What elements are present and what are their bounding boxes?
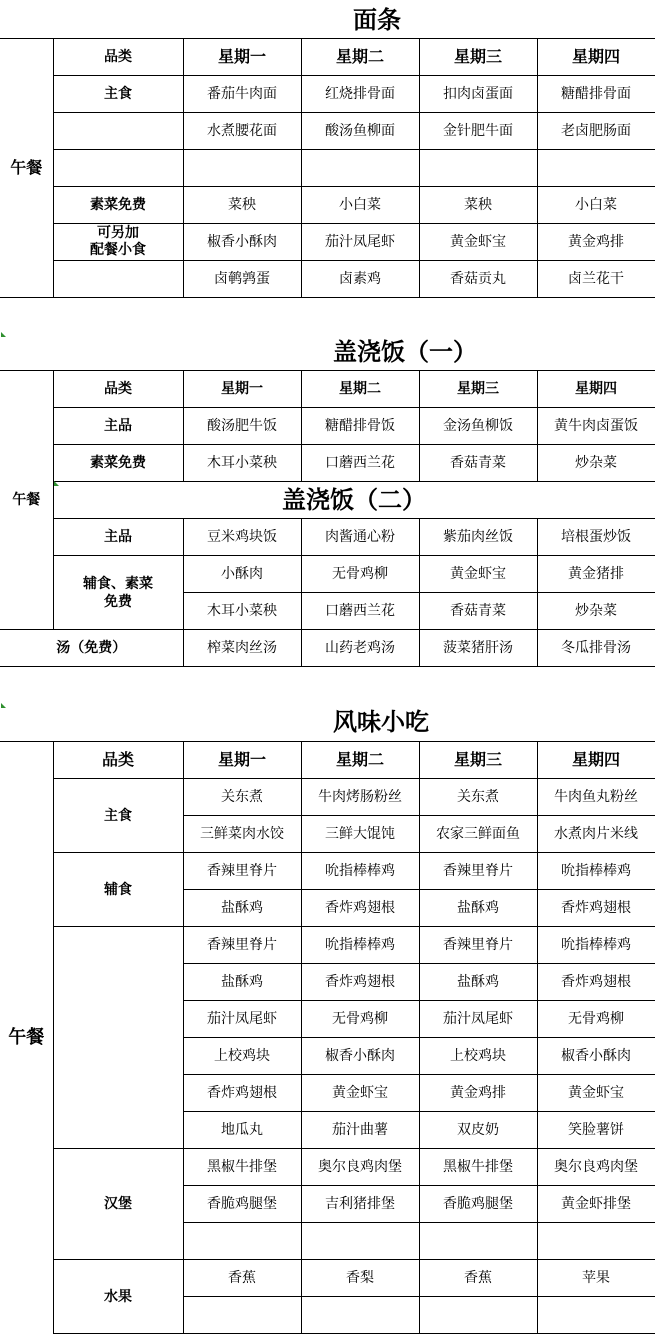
menu-cell — [419, 150, 537, 187]
menu-cell: 扣肉卤蛋面 — [419, 76, 537, 113]
noodles-table — [0, 38, 655, 298]
meal-label: 午餐 — [0, 39, 53, 298]
rice-bowl-table — [0, 370, 655, 667]
menu-cell — [419, 1223, 537, 1260]
menu-cell: 上校鸡块 — [183, 1038, 301, 1075]
menu-cell: 香脆鸡腿堡 — [419, 1186, 537, 1223]
menu-cell: 炒杂菜 — [537, 593, 655, 630]
menu-cell: 培根蛋炒饭 — [537, 519, 655, 556]
soup-category: 汤（免费） — [0, 630, 183, 667]
category-cell — [53, 927, 183, 1149]
menu-cell: 黑椒牛排堡 — [183, 1149, 301, 1186]
menu-cell: 香辣里脊片 — [419, 853, 537, 890]
menu-cell — [301, 1223, 419, 1260]
menu-cell: 盐酥鸡 — [183, 890, 301, 927]
menu-cell: 山药老鸡汤 — [301, 630, 419, 667]
header-monday: 星期一 — [183, 742, 301, 779]
menu-cell: 水煮腰花面 — [183, 113, 301, 150]
menu-cell: 关东煮 — [419, 779, 537, 816]
menu-cell: 菜秧 — [419, 187, 537, 224]
category-cell: 辅食、素菜 免费 — [53, 556, 183, 630]
menu-cell: 香辣里脊片 — [419, 927, 537, 964]
header-wednesday: 星期三 — [419, 742, 537, 779]
menu-cell: 无骨鸡柳 — [537, 1001, 655, 1038]
menu-cell: 奥尔良鸡肉堡 — [301, 1149, 419, 1186]
snacks-title: 风味小吃 — [333, 707, 429, 736]
header-wednesday: 星期三 — [419, 371, 537, 408]
cell-marker — [1, 332, 6, 337]
menu-cell: 茄汁凤尾虾 — [183, 1001, 301, 1038]
menu-cell: 香辣里脊片 — [183, 853, 301, 890]
category-cell: 素菜免费 — [53, 445, 183, 482]
menu-cell: 吉利猪排堡 — [301, 1186, 419, 1223]
menu-cell: 菜秧 — [183, 187, 301, 224]
menu-cell: 吮指棒棒鸡 — [537, 853, 655, 890]
menu-cell: 酸汤鱼柳面 — [301, 113, 419, 150]
menu-cell: 吮指棒棒鸡 — [301, 853, 419, 890]
menu-cell: 三鲜大馄饨 — [301, 816, 419, 853]
category-cell: 主品 — [53, 408, 183, 445]
menu-cell: 三鲜菜肉水饺 — [183, 816, 301, 853]
menu-cell: 农家三鲜面鱼 — [419, 816, 537, 853]
rice-bowl-title-2: 盖浇饭（二） — [53, 482, 655, 519]
noodles-title: 面条 — [353, 5, 401, 34]
menu-cell: 酸汤肥牛饭 — [183, 408, 301, 445]
menu-cell: 盐酥鸡 — [419, 890, 537, 927]
category-cell: 主食 — [53, 779, 183, 853]
menu-cell: 茄汁凤尾虾 — [301, 224, 419, 261]
menu-cell: 关东煮 — [183, 779, 301, 816]
menu-cell: 老卤肥肠面 — [537, 113, 655, 150]
menu-cell: 黄金虾宝 — [419, 224, 537, 261]
menu-cell — [183, 150, 301, 187]
header-category: 品类 — [53, 39, 183, 76]
category-cell: 可另加 配餐小食 — [53, 224, 183, 261]
menu-cell — [183, 1223, 301, 1260]
category-cell: 辅食 — [53, 853, 183, 927]
header-category: 品类 — [53, 742, 183, 779]
menu-cell: 菠菜猪肝汤 — [419, 630, 537, 667]
category-cell — [53, 150, 183, 187]
menu-cell: 黑椒牛排堡 — [419, 1149, 537, 1186]
menu-cell: 奥尔良鸡肉堡 — [537, 1149, 655, 1186]
menu-cell: 香梨 — [301, 1260, 419, 1297]
header-category: 品类 — [53, 371, 183, 408]
menu-cell: 卤兰花干 — [537, 261, 655, 298]
menu-cell: 黄金鸡排 — [419, 1075, 537, 1112]
category-cell: 水果 — [53, 1260, 183, 1334]
menu-cell: 盐酥鸡 — [183, 964, 301, 1001]
menu-cell: 椒香小酥肉 — [183, 224, 301, 261]
menu-cell: 小白菜 — [537, 187, 655, 224]
menu-cell: 无骨鸡柳 — [301, 1001, 419, 1038]
menu-cell: 盐酥鸡 — [419, 964, 537, 1001]
menu-cell: 香炸鸡翅根 — [183, 1075, 301, 1112]
menu-cell: 木耳小菜秧 — [183, 593, 301, 630]
menu-cell: 吮指棒棒鸡 — [537, 927, 655, 964]
menu-cell: 香炸鸡翅根 — [537, 890, 655, 927]
menu-cell — [301, 150, 419, 187]
menu-cell: 吮指棒棒鸡 — [301, 927, 419, 964]
menu-cell: 黄牛肉卤蛋饭 — [537, 408, 655, 445]
menu-cell — [537, 1297, 655, 1334]
menu-cell: 金汤鱼柳饭 — [419, 408, 537, 445]
menu-cell: 牛肉鱼丸粉丝 — [537, 779, 655, 816]
menu-cell: 香菇贡丸 — [419, 261, 537, 298]
menu-cell: 香炸鸡翅根 — [537, 964, 655, 1001]
menu-cell: 口蘑西兰花 — [301, 445, 419, 482]
menu-cell: 茄汁曲薯 — [301, 1112, 419, 1149]
menu-cell: 苹果 — [537, 1260, 655, 1297]
menu-cell — [301, 1297, 419, 1334]
menu-cell — [537, 1223, 655, 1260]
menu-cell: 紫茄肉丝饭 — [419, 519, 537, 556]
menu-cell: 木耳小菜秧 — [183, 445, 301, 482]
menu-cell: 香炸鸡翅根 — [301, 890, 419, 927]
cell-marker — [1, 703, 6, 708]
category-cell: 主品 — [53, 519, 183, 556]
menu-cell — [537, 150, 655, 187]
header-monday: 星期一 — [183, 371, 301, 408]
category-cell: 主食 — [53, 76, 183, 113]
header-thursday: 星期四 — [537, 39, 655, 76]
menu-cell: 椒香小酥肉 — [537, 1038, 655, 1075]
menu-cell: 番茄牛肉面 — [183, 76, 301, 113]
menu-cell: 香炸鸡翅根 — [301, 964, 419, 1001]
menu-cell: 地瓜丸 — [183, 1112, 301, 1149]
menu-cell: 椒香小酥肉 — [301, 1038, 419, 1075]
menu-cell: 茄汁凤尾虾 — [419, 1001, 537, 1038]
rice-bowl-title-1: 盖浇饭（一） — [333, 337, 477, 366]
header-tuesday: 星期二 — [301, 371, 419, 408]
menu-cell: 黄金虾宝 — [537, 1075, 655, 1112]
category-cell: 汉堡 — [53, 1149, 183, 1260]
menu-cell: 上校鸡块 — [419, 1038, 537, 1075]
menu-cell: 糖醋排骨面 — [537, 76, 655, 113]
menu-cell: 香辣里脊片 — [183, 927, 301, 964]
menu-cell: 香蕉 — [183, 1260, 301, 1297]
menu-cell: 小酥肉 — [183, 556, 301, 593]
header-tuesday: 星期二 — [301, 742, 419, 779]
snacks-table — [0, 741, 655, 1334]
menu-cell — [183, 1297, 301, 1334]
header-monday: 星期一 — [183, 39, 301, 76]
menu-cell: 豆米鸡块饭 — [183, 519, 301, 556]
menu-cell: 黄金虾宝 — [301, 1075, 419, 1112]
category-cell — [53, 261, 183, 298]
menu-cell — [419, 1297, 537, 1334]
menu-cell: 糖醋排骨饭 — [301, 408, 419, 445]
menu-cell: 香脆鸡腿堡 — [183, 1186, 301, 1223]
header-thursday: 星期四 — [537, 742, 655, 779]
menu-cell: 肉酱通心粉 — [301, 519, 419, 556]
menu-cell: 笑脸薯饼 — [537, 1112, 655, 1149]
meal-label: 午餐 — [0, 371, 53, 630]
menu-cell: 卤鹌鹑蛋 — [183, 261, 301, 298]
header-wednesday: 星期三 — [419, 39, 537, 76]
menu-cell: 水煮肉片米线 — [537, 816, 655, 853]
menu-cell: 香蕉 — [419, 1260, 537, 1297]
menu-cell: 双皮奶 — [419, 1112, 537, 1149]
menu-cell: 炒杂菜 — [537, 445, 655, 482]
category-cell: 素菜免费 — [53, 187, 183, 224]
menu-cell: 卤素鸡 — [301, 261, 419, 298]
menu-cell: 香菇青菜 — [419, 593, 537, 630]
menu-cell: 无骨鸡柳 — [301, 556, 419, 593]
menu-cell: 冬瓜排骨汤 — [537, 630, 655, 667]
menu-cell: 红烧排骨面 — [301, 76, 419, 113]
header-thursday: 星期四 — [537, 371, 655, 408]
menu-cell: 牛肉烤肠粉丝 — [301, 779, 419, 816]
menu-cell: 榨菜肉丝汤 — [183, 630, 301, 667]
meal-label: 午餐 — [0, 742, 53, 1334]
menu-cell: 金针肥牛面 — [419, 113, 537, 150]
menu-cell: 黄金鸡排 — [537, 224, 655, 261]
menu-cell: 黄金猪排 — [537, 556, 655, 593]
menu-cell: 香菇青菜 — [419, 445, 537, 482]
menu-cell: 黄金虾排堡 — [537, 1186, 655, 1223]
header-tuesday: 星期二 — [301, 39, 419, 76]
cell-marker — [54, 481, 59, 486]
menu-cell: 黄金虾宝 — [419, 556, 537, 593]
menu-cell: 小白菜 — [301, 187, 419, 224]
menu-cell: 口蘑西兰花 — [301, 593, 419, 630]
category-cell — [53, 113, 183, 150]
